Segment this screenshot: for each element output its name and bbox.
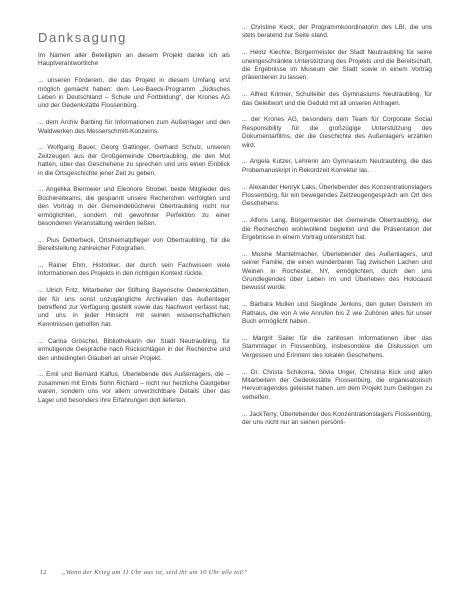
paragraph: ... unseren Förderern, die das Projekt in diesem Umfang erst möglich gemacht haben: dem Leo-Baeck-Programm „Jüdisches Leben in Deutschland – Schule und Fortbildung“, der Krones AG und der Gedenkstätte Flossenbürg. <box>38 77 230 110</box>
paragraph: ... der Krones AG, besonders dem Team für Corporate Social Responsibility für die großzügige Unterstützung des Dokumentarfilms, der die Geschichte des Außenlagers erzählen wird. <box>242 116 432 149</box>
paragraph: ... Moishe Mantelmacher, Überlebender des Außenlagers, und seiner Familie, die einen wunderbaren Tag zwischen Lachen und Weinen in Rochester, NY, ermöglichten, durch den uns Grundlegendes über Leben im und Überleben des Holocaust bewusst wurde. <box>242 250 432 292</box>
page-number: 12 <box>40 569 47 576</box>
running-footer-quote: „Wenn der Krieg um 11 Uhr aus ist, seid ihr um 10 Uhr alle tot!“ <box>62 569 248 576</box>
paragraph: ... Christine Keck, der Programmkoordinatorin des LBI, die uns stets beratend zur Seite stand. <box>242 24 432 40</box>
paragraph: ... Alfred Krinner, Schulleiter des Gymnasiums Neutraubling, für das Geleitwort und die Geduld mit all unseren Anfragen. <box>242 91 432 107</box>
paragraph: Im Namen aller Beteiligten an diesem Projekt danke ich als Hauptverantwortliche <box>38 52 230 68</box>
paragraph: ... Emil und Bernard Kalfus, Überlebende des Außenlagers, die – zusammen mit Emils Sohn Richard – nicht nur herzliche Gastgeber waren, sondern uns vor allem unverzichtbare Details über das Lager und besonders ihre Erfahrungen dort lieferten. <box>38 371 230 404</box>
paragraph: ... Angela Kutzer, Lehrerin am Gymnasium Neutraubling, die das Probemanuskript in Rekordzeit Korrektur las. <box>242 158 432 174</box>
paragraph: ... Carina Gröschel, Bibliothekarin der Stadt Neutraubling, für ermutigende Gespräche nach Rückschlägen in der Recherche und den unbedingten Glauben an unser Projekt. <box>38 337 230 362</box>
paragraph: ... Pius Detterbeck, Ortsheimatpfleger von Obertraubling, für die Bereitstellung zahlreicher Fotografien. <box>38 236 230 253</box>
paragraph: ... Angelika Biermeier und Eleonore Strobel, beide Mitglieder des Büchereiteams, die gespannt unsere Recherchen verfolgten und den Vortrag in der Gemeindebücherei Obertraubling nicht nur ermöglichten, sondern mit gewohnter Perfektion zu einer besonderen Veranstaltung werden ließen. <box>38 186 230 228</box>
paragraph: ... Heinz Kiechle, Bürgermeister der Stadt Neutraubling für seine uneingeschränkte Unterstützung des Projekts und die Bereitschaft, die Ergebnisse im Museum der Stadt sowie in einem Vortrag präsentieren zu lassen. <box>242 49 432 82</box>
paragraph: ... Alfons Lang, Bürgermeister der Gemeinde Obertraubling, der die Recherchen wohlwollend begleitet und die Präsentation der Ergebnisse in einem Vortrag unterstützt hat. <box>242 217 432 242</box>
paragraph: ... Dr. Christa Schikorra, Silvia Unger, Christina Kick und allen Mitarbeitern der Gedenkstätte Flossenbürg, die organisatorisch Hervorragendes geleistet haben, um dem Projekt zum Gelingen zu verhelfen. <box>242 368 432 401</box>
right-column <box>242 24 432 436</box>
left-column <box>38 52 230 413</box>
paragraph: ... dem Archiv Barbing für Informationen zum Außenlager und den Waldwerken des Messerschmitt-Konzerns. <box>38 119 230 135</box>
paragraph: ... Rainer Ehm, Historiker, der durch sein Fachwissen viele Informationen des Projekts in den richtigen Kontext rückte. <box>38 262 230 278</box>
paragraph: ... Margrit Sailer für die zahllosen Informationen über das Stammlager in Flossenbürg, insbesondere die Diskussion um Vergessen und Erinnern des lokalen Geschehens. <box>242 334 432 359</box>
paragraph: ... JackTerry, Überlebender des Konzentrationslagers Flossenbürg, der uns nicht nur an seinen persönli- <box>242 410 432 426</box>
paragraph: ... Ulrich Fritz, Mitarbeiter der Stiftung Bayerische Gedenkstätten, der für uns sonst unzugängliche Archivalien das Außenlager betreffend zur Verfügung gestellt sowie das Nachwort verfasst hat, und uns in jeder Hinsicht mit seinen wissenschaftlichen Kenntnissen geholfen hat. <box>38 287 230 328</box>
paragraph: ... Barbara Mullen und Sieglinde Jenkins, den guten Geistern im Rathaus, die von A wie Anrufen bis Z wie Zuhören alles für unser Buch ermöglicht haben. <box>242 301 432 326</box>
page-title: Danksagung <box>38 30 127 45</box>
paragraph: ... Wolfgang Bauer, Georg Gattinger, Gerhard Schulz, unseren Zeitzeugen aus der Großgemeinde Obertraubling, die den Mut hatten, über das Geschehene zu sprechen und uns einen Einblick in die Ortsgeschichte jener Zeit zu geben. <box>38 144 230 177</box>
paragraph: ... Alexander Henryk Laks, Überlebender des Konzentrationslagers Flossenbürg, für ein bewegendes Zeitzeugengespräch am Ort des Geschehens. <box>242 183 432 208</box>
